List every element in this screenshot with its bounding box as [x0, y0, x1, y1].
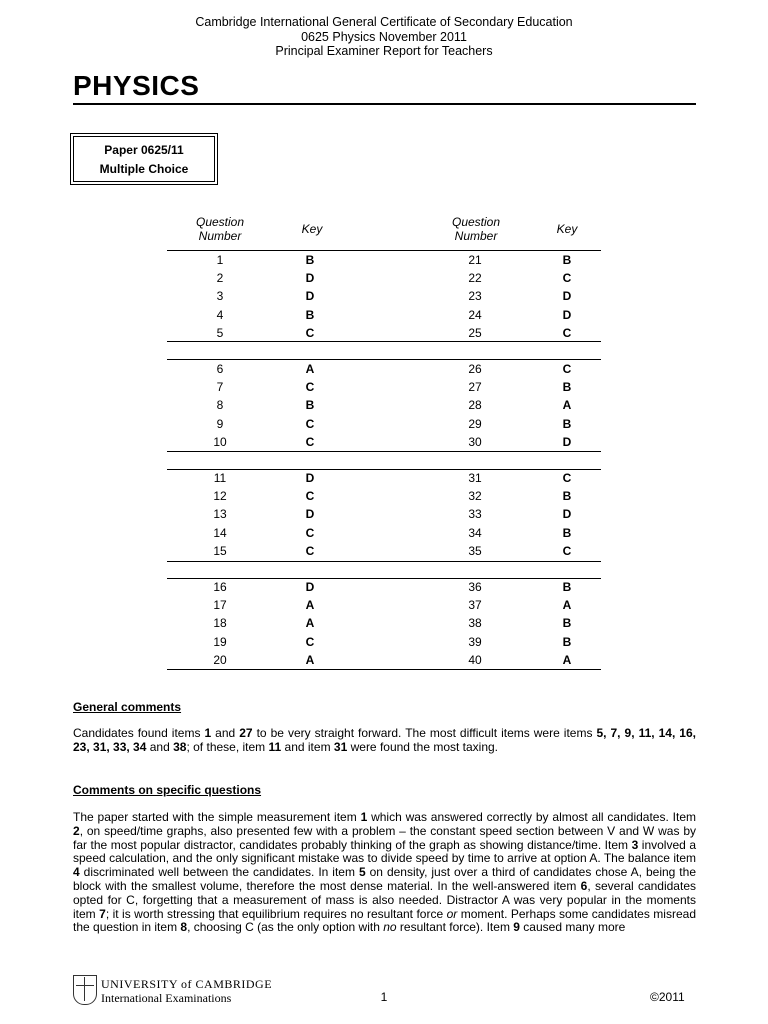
- answer-key: C: [305, 434, 315, 449]
- answer-key: A: [562, 652, 572, 667]
- question-number: 23: [468, 289, 482, 304]
- general-comments-heading: General comments: [73, 700, 182, 714]
- question-number: 37: [468, 598, 482, 613]
- text-run: and item: [281, 739, 334, 754]
- bold-item: 11: [268, 739, 282, 754]
- answer-key: B: [305, 253, 315, 267]
- bold-item: 8: [180, 920, 188, 935]
- answer-key: A: [305, 652, 315, 667]
- question-number: 19: [213, 634, 227, 649]
- exams-name: International Examinations: [101, 991, 232, 1005]
- bold-item: 2: [73, 823, 80, 838]
- italic-word: no: [383, 920, 397, 935]
- question-number: 34: [468, 525, 482, 540]
- table-rule: [167, 561, 601, 562]
- col-header-key-right: Key: [556, 222, 578, 236]
- general-comments-text: [73, 727, 696, 755]
- question-number: 32: [468, 489, 482, 504]
- table-rule: [167, 250, 601, 251]
- answer-key: C: [305, 489, 315, 504]
- text-run: , several candidates opted for C, forgetting that a measurement of mass is also needed. Distractor A was very popular in the moments item: [73, 878, 696, 921]
- specific-comments-text: [73, 811, 696, 935]
- question-number: 16: [213, 580, 227, 594]
- table-rule: [167, 359, 601, 360]
- text-run: caused many more: [519, 920, 626, 935]
- header-line-3: Principal Examiner Report for Teachers: [275, 44, 493, 58]
- question-number: 6: [216, 362, 224, 376]
- text-run: on density, just over a third of candidates chose A, being the block with the smallest volume, therefore the most dense material. In the well-answered item: [73, 865, 696, 893]
- text-run: ; of these, item: [186, 739, 269, 754]
- page-number: 1: [380, 990, 388, 1004]
- question-number: 20: [213, 652, 227, 667]
- col-header-question-left: [180, 215, 260, 243]
- table-rule: [167, 341, 601, 342]
- answer-key: A: [305, 616, 315, 631]
- bold-item: 1: [360, 810, 368, 824]
- answer-key: C: [305, 543, 315, 558]
- text-run: , on speed/time graphs, also presented few with a problem – the constant speed section between V and W was by far the most popular distractor, candidates probably thinking of the graph as showing distance/time. Item: [73, 823, 696, 852]
- paper-box: [73, 136, 215, 182]
- question-number: 14: [213, 525, 227, 540]
- question-number: 38: [468, 616, 482, 631]
- col-header-question-right: [436, 215, 516, 243]
- bold-item: 7: [99, 906, 106, 921]
- question-number: 8: [216, 398, 224, 413]
- question-number: 30: [468, 434, 482, 449]
- question-number: 25: [468, 325, 482, 340]
- answer-key: B: [305, 307, 315, 322]
- table-rule: [167, 451, 601, 452]
- paper-code: Paper 0625/11: [104, 143, 184, 157]
- bold-item: 5, 7, 9, 11, 14, 16, 23, 31, 33, 34: [73, 726, 696, 754]
- question-number: 13: [213, 507, 227, 522]
- header-line-2: 0625 Physics November 2011: [301, 29, 467, 44]
- text-run: were found the most taxing.: [347, 739, 499, 754]
- text-run: which was answered correctly by almost all candidates. Item: [367, 810, 696, 824]
- text-run: Candidates found items: [73, 726, 205, 740]
- answer-key: C: [562, 471, 572, 485]
- answer-key: C: [562, 325, 572, 340]
- question-number: 26: [468, 362, 482, 376]
- answer-key: D: [305, 289, 315, 304]
- crest-icon: [73, 975, 97, 1005]
- cambridge-logo: [73, 975, 273, 1007]
- text-run: involved a speed calculation, and the only significant mistake was to divide speed by time to arrive at option A. The balance item: [73, 837, 697, 866]
- text-run: to be very straight forward. The most difficult items were items: [252, 726, 597, 740]
- question-number: 17: [213, 598, 227, 613]
- answer-key: C: [562, 362, 572, 376]
- answer-key: B: [562, 634, 572, 649]
- answer-key: D: [562, 307, 572, 322]
- specific-comments-heading: Comments on specific questions: [73, 783, 262, 797]
- bold-item: 1: [204, 726, 212, 740]
- answer-key: B: [562, 416, 572, 431]
- question-number: 11: [213, 471, 227, 485]
- question-number: 9: [216, 416, 224, 431]
- paper-type: Multiple Choice: [99, 162, 189, 176]
- answer-key: C: [305, 634, 315, 649]
- table-rule: [167, 669, 601, 670]
- bold-item: 4: [73, 865, 80, 880]
- question-number: 36: [468, 580, 482, 594]
- question-number: 7: [216, 380, 224, 395]
- answer-key: C: [305, 380, 315, 395]
- col-header-question-r1: Question: [451, 215, 501, 229]
- question-number: 33: [468, 507, 482, 522]
- answer-key: A: [562, 398, 572, 413]
- answer-key: A: [305, 598, 315, 613]
- text-run: resultant force). Item: [396, 920, 514, 935]
- question-number: 24: [468, 307, 482, 322]
- question-number: 29: [468, 416, 482, 431]
- bold-item: 27: [239, 726, 253, 740]
- answer-key: B: [562, 380, 572, 395]
- question-number: 40: [468, 652, 482, 667]
- copyright: ©2011: [650, 990, 685, 1004]
- bold-item: 9: [513, 920, 520, 935]
- text-run: ; it is worth stressing that equilibrium requires no resultant force: [105, 906, 447, 921]
- text-run: , choosing C (as the only option with: [187, 920, 384, 935]
- answer-key: A: [305, 362, 315, 376]
- header-line-1: Cambridge International General Certificate of Secondary Education: [195, 15, 573, 29]
- bold-item: 31: [333, 739, 348, 754]
- question-number: 39: [468, 634, 482, 649]
- text-run: moment. Perhaps some candidates misread the question in item: [73, 906, 696, 935]
- answer-key: B: [562, 525, 572, 540]
- university-name: UNIVERSITY of CAMBRIDGE: [101, 977, 273, 991]
- answer-key: B: [562, 580, 572, 594]
- table-rule: [167, 469, 601, 470]
- col-header-question-l1: Question: [195, 215, 245, 229]
- italic-word: or: [446, 906, 458, 921]
- question-number: 2: [216, 271, 224, 286]
- text-run: The paper started with the simple measurement item: [73, 810, 361, 824]
- answer-key: C: [305, 325, 315, 340]
- answer-key: D: [562, 507, 572, 522]
- question-number: 31: [468, 471, 482, 485]
- question-number: 12: [213, 489, 227, 504]
- question-number: 5: [216, 325, 224, 340]
- answer-key: D: [562, 289, 572, 304]
- report-header: [0, 15, 768, 59]
- text-run: and: [211, 726, 240, 740]
- bold-item: 3: [631, 837, 639, 852]
- text-run: and: [146, 739, 174, 754]
- question-number: 15: [213, 543, 227, 558]
- answer-key: B: [305, 398, 315, 413]
- answer-key: B: [562, 616, 572, 631]
- question-number: 35: [468, 543, 482, 558]
- question-number: 22: [468, 271, 482, 286]
- question-number: 18: [213, 616, 227, 631]
- answer-key: D: [305, 471, 315, 485]
- question-number: 4: [216, 307, 224, 322]
- table-rule: [167, 578, 601, 579]
- question-number: 27: [468, 380, 482, 395]
- answer-key: C: [305, 416, 315, 431]
- question-number: 21: [468, 253, 482, 267]
- col-header-question-l2: Number: [198, 229, 242, 243]
- answer-key: B: [562, 489, 572, 504]
- answer-key: C: [305, 525, 315, 540]
- bold-item: 5: [358, 865, 366, 880]
- page-title: PHYSICS: [73, 70, 200, 101]
- answer-key: B: [562, 253, 572, 267]
- answer-key: D: [305, 271, 315, 286]
- answer-key: C: [562, 543, 572, 558]
- question-number: 3: [216, 289, 224, 304]
- bold-item: 38: [173, 739, 187, 754]
- col-header-question-r2: Number: [454, 229, 498, 243]
- answer-key: D: [305, 507, 315, 522]
- text-run: discriminated well between the candidates. In item: [79, 865, 359, 880]
- question-number: 10: [213, 434, 227, 449]
- question-number: 28: [468, 398, 482, 413]
- answer-key: A: [562, 598, 572, 613]
- question-number: 1: [216, 253, 224, 267]
- answer-key: C: [562, 271, 572, 286]
- col-header-key-left: Key: [301, 222, 323, 236]
- title-divider: [73, 103, 696, 105]
- answer-key: D: [305, 580, 315, 594]
- bold-item: 6: [580, 878, 588, 893]
- answer-key: D: [562, 434, 572, 449]
